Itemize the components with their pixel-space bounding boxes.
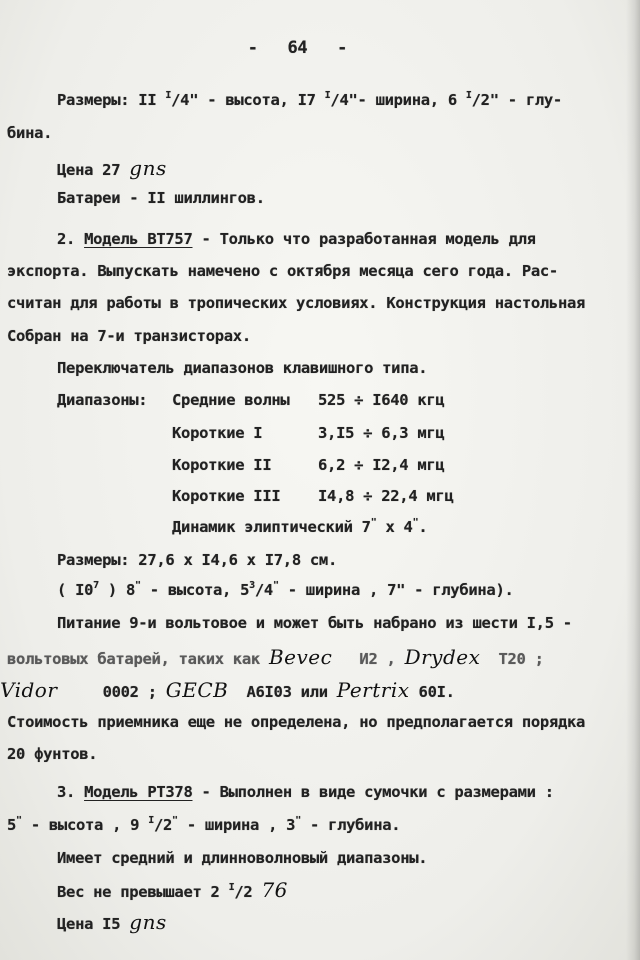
page-edge-shadow xyxy=(626,0,640,960)
sizes-line: Размеры: II $^I$/4" - высота, I7 $^I$/4"- ширина, 6 $^I$/2" - глу- xyxy=(57,90,562,109)
model-bt757-title: Модель BT757 xyxy=(84,230,193,248)
page-number: - 64 - xyxy=(247,38,348,58)
model-bt757-heading: 2. Модель BT757 - Только что разработанная модель для xyxy=(57,230,536,248)
paragraph-line: Собран на 7-и транзисторах. xyxy=(7,327,251,345)
model-pt378-title: Модель PT378 xyxy=(84,783,193,801)
paragraph-line: экспорта. Выпускать намечено с октября месяца сего года. Рас- xyxy=(7,262,558,280)
power-line-cont: вольтовых батарей, таких как Bevec И2 , Drydex T20 ; xyxy=(7,645,544,669)
sizes-line-cont: бина. xyxy=(7,124,53,142)
model-pt378-heading: 3. Модель PT378 - Выполнен в виде сумочки с размерами : xyxy=(57,783,554,801)
range-value: I4,8 ÷ 22,4 мгц xyxy=(318,487,454,505)
batteries-line: Батареи - II шиллингов. xyxy=(57,189,265,207)
bands-line: Имеет средний и длинноволновый диапазоны. xyxy=(57,849,428,867)
range-name: Короткие III xyxy=(172,487,281,505)
power-line: Питание 9-и вольтовое и может быть набрано из шести I,5 - xyxy=(57,614,572,632)
weight-line: Вес не превышает 2 $^I$/2 76 xyxy=(57,878,288,902)
range-name: Короткие II xyxy=(172,456,272,474)
range-value: 6,2 ÷ I2,4 мгц xyxy=(318,456,445,474)
sizes-cm-line: Размеры: 27,6 x I4,6 x I7,8 см. xyxy=(57,551,337,569)
cost-line: Стоимость приемника еще не определена, но предполагается порядка xyxy=(7,713,586,731)
range-name: Короткие I xyxy=(172,424,263,442)
power-line-cont: Vidor 0002 ; GECB A6I03 или Pertrix 60I. xyxy=(0,678,455,702)
range-value: 3,I5 ÷ 6,3 мгц xyxy=(318,424,445,442)
pt378-sizes-line: 5" - высота , 9 $^I$/2" - ширина , 3" - глубина. xyxy=(7,815,401,834)
cost-line-cont: 20 фунтов. xyxy=(7,745,98,763)
paragraph-line: считан для работы в тропических условиях. Конструкция настольная xyxy=(7,294,586,312)
range-name: Средние волны xyxy=(172,391,290,409)
sizes-inch-line: ( $I0^7$ ) 8" - высота, $5^3/4^"$ - ширина , 7" - глубина). xyxy=(57,580,514,599)
speaker-line: Динамик элиптический 7" x 4". xyxy=(172,517,428,536)
ranges-label: Диапазоны: xyxy=(57,391,148,409)
switch-line: Переключатель диапазонов клавишного типа. xyxy=(57,359,428,377)
price-line: Цена 27 gns xyxy=(57,156,167,180)
range-value: 525 ÷ I640 кгц xyxy=(318,391,445,409)
handwritten-gns: gns xyxy=(129,156,167,180)
price-line-2: Цена I5 gns xyxy=(57,910,167,934)
